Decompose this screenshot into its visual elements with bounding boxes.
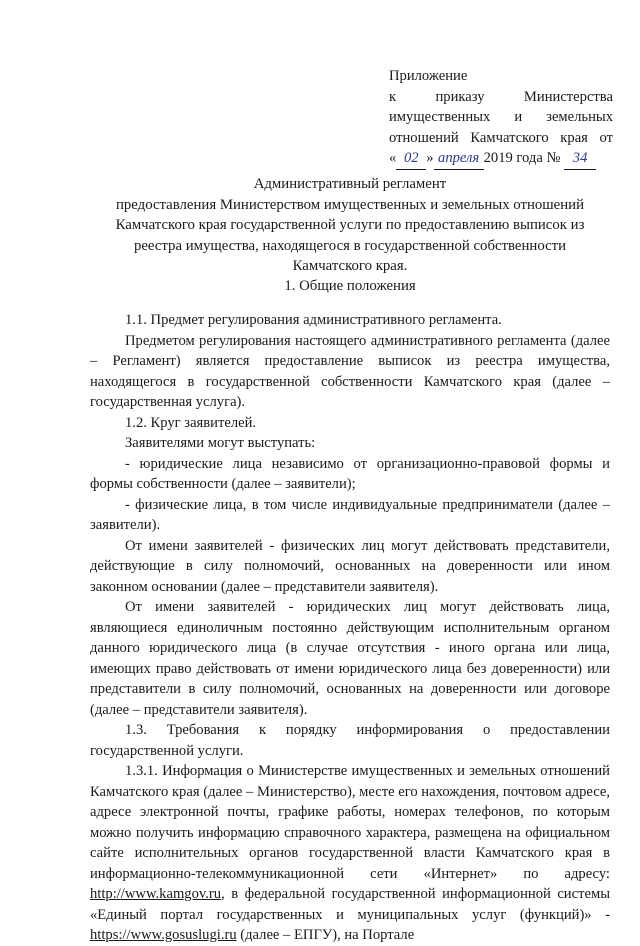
document-body [90,310,610,946]
paragraph-subject: Предметом регулирования настоящего административного регламента (далее – Регламент) является предоставление выписок из реестра имущества, находящегося в государственной собственности Камчатского края (далее – государственная услуга). [90,332,610,410]
title-line-3: Камчатского края государственной услуги по предоставлению выписок из [115,217,585,233]
paragraph-legal-representatives: От имени заявителей - юридических лиц могут действовать лица, являющиеся единоличным постоянно действующим исполнительным органом данного юридического лица (в случае отсутствия - иного органа или лица, имеющих право действовать от имени юридического лица без доверенности) или представители в силу полномочий, основанных на доверенности или договоре (далее – представители заявителя). [90,599,610,718]
gosuslugi-link[interactable]: https://www.gosuslugi.ru [90,927,237,943]
annex-block [389,66,613,170]
annex-date-line [389,148,613,170]
date-close-quote: » [426,150,434,166]
paragraph-1-3-1-text-c: (далее – ЕПГУ), на Портале [236,927,415,943]
paragraph-legal-entities: - юридические лица независимо от организационно-правовой формы и формы собственности (далее – заявители); [90,455,610,492]
paragraph-individuals: - физические лица, в том числе индивидуальные предприниматели (далее – заявители). [90,496,610,533]
annex-line-2: к приказу Министерства [389,88,613,105]
annex-line-3: имущественных и земельных [389,109,613,125]
title-line-5: Камчатского края. [292,258,408,274]
kamgov-link[interactable]: http://www.kamgov.ru [90,886,222,902]
annex-line-1: Приложение [389,68,468,84]
paragraph-1-3-1-text-b: , в федеральной государственной информационной системы «Единый портал государственных и муниципальных услуг (функций)» - [90,886,610,923]
section-heading: 1. Общие положения [284,278,416,294]
handwritten-day: 02 [396,148,426,170]
annex-line-4: отношений Камчатского края от [389,129,613,146]
handwritten-month: апреля [434,148,484,170]
paragraph-1-1: 1.1. Предмет регулирования административного регламента. [125,312,502,328]
paragraph-1-3-1-text-a: 1.3.1. Информация о Министерстве имущественных и земельных отношений Камчатского края (далее – Министерство), месте его нахождения, почтовом адресе, адресе электронной почты, графике работы, номерах телефонов, по которым можно получить информацию справочного характера, размещена на официальном сайте исполнительных органов государственной власти Камчатского края в информационно-телекоммуникационной сети «Интернет» по адресу: [90,763,610,882]
date-open-quote: « [389,150,397,166]
title-line-1: Административный регламент [253,176,447,192]
title-line-4: реестра имущества, находящегося в государственной собственности [133,237,567,254]
paragraph-1-3-1 [90,761,610,946]
regulation-title [90,174,610,277]
paragraph-individual-representatives: От имени заявителей - физических лиц могут действовать представители, действующие в силу полномочий, основанных на доверенности или ином законном основании (далее – представители заявителя). [90,537,610,595]
handwritten-order-number: 34 [564,148,596,170]
date-year: 2019 года № [483,150,561,166]
title-line-2: предоставления Министерством имущественных и земельных отношений [115,196,584,213]
paragraph-applicants: Заявителями могут выступать: [125,435,316,451]
paragraph-1-3: 1.3. Требования к порядку информирования о предоставлении государственной услуги. [90,722,610,759]
paragraph-1-2: 1.2. Круг заявителей. [125,414,257,431]
